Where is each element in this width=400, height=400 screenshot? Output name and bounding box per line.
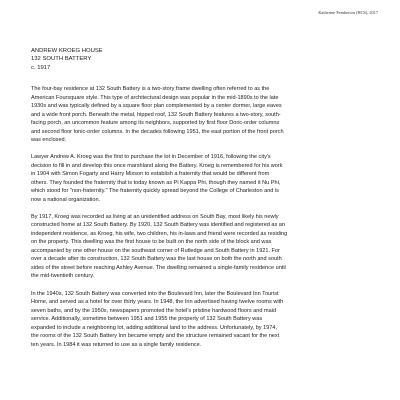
text-line: independent residence, as Kroeg, his wife, two children, his in-laws and friend were recorded as residing bbox=[31, 230, 288, 237]
text-line: and second floor Ionic-order columns. In the decades following 1951, the east portion of the front porch bbox=[31, 128, 284, 135]
running-header: Katherine Pemberton (HCS), 2017 bbox=[318, 10, 378, 15]
text-line: on the property. This dwelling was the first house to be built on the north side of the block and was bbox=[31, 239, 272, 246]
text-line: ten years. In 1984 it was returned to use as a single family residence. bbox=[31, 341, 202, 348]
text-line: Home, and served as a hotel for over thirty years. In 1948, the Inn advertised having twelve rooms with bbox=[31, 299, 284, 305]
house-name: ANDREW KROEG HOUSE bbox=[31, 48, 103, 54]
text-line: By 1917, Kroeg was recorded as living at an unidentified address on South Bay, most likely his newly bbox=[31, 213, 279, 220]
text-line: others. They founded the fraternity that is today known as Pi Kappa Phi, though they named it Nu Phi, bbox=[31, 179, 281, 186]
paragraph-1917 bbox=[31, 213, 367, 281]
text-line: the mid-twentieth century. bbox=[31, 273, 95, 280]
paragraph-kroeg bbox=[31, 153, 367, 204]
text-line: The four-bay residence at 132 South Battery is a two-story frame dwelling often referred to as the bbox=[31, 86, 270, 93]
text-line: facing porch, an uncommon feature among its neighbors, supported by first floor Doric-order columns bbox=[31, 120, 280, 127]
text-line: expanded to include a neighboring lot, adding additional land to the address. Unfortunately, by 1974, bbox=[31, 324, 277, 331]
text-line: over a decade after its construction, 132 South Battery was the last house on both the north and south bbox=[31, 256, 282, 263]
text-line: constructed home at 132 South Battery. By 1920, 132 South Battery was identified and registered as an bbox=[31, 222, 285, 229]
text-line: and a wide front porch. Beneath the metal, hipped roof, 132 South Battery features a two-story, south- bbox=[31, 111, 281, 118]
text-line: Lawyer Andrew A. Kroeg was the first to purchase the lot in December of 1916, following the city's bbox=[31, 154, 271, 161]
text-line: which stood for "non-fraternity." The fraternity quickly spread beyond the College of Charleston and is bbox=[31, 188, 279, 195]
text-line: service. Additionally, sometime between 1951 and 1955 the property of 132 South Battery was bbox=[31, 316, 263, 322]
text-line: In the 1940s, 132 South Battery was converted into the Boulevard Inn, later the Boulevard Inn Tourist bbox=[31, 290, 279, 297]
text-line: seven baths, and by the 1950s, newspapers promoted the hotel's pristine hardwood floors and maid bbox=[31, 307, 276, 314]
text-line: American Foursquare style. This type of architectural design was popular in the mid-1890s to the late bbox=[31, 94, 279, 101]
text-line: 1930s and was typically defined by a square floor plan complemented by a center dormer, large eaves bbox=[31, 103, 282, 110]
text-line: sides of the street before reaching Ashley Avenue. The dwelling remained a single-family residence until bbox=[31, 264, 286, 271]
text-line: now a national organization. bbox=[31, 196, 101, 203]
house-address: 132 SOUTH BATTERY bbox=[31, 56, 92, 63]
title-block bbox=[31, 47, 367, 72]
text-line: decision to fill in and develop this once marshland along the Battery. Kroeg is remembered for his work bbox=[31, 162, 283, 169]
text-line: was enclosed. bbox=[31, 137, 67, 144]
text-line: the rooms of the 132 South Battery Inn became empty and the structure remained vacant for the next bbox=[31, 333, 280, 339]
house-date: c. 1917 bbox=[31, 64, 51, 71]
text-line: in 1904 with Simon Fogarty and Harry Mixson to establish a fraternity that would be different from bbox=[31, 171, 270, 178]
paragraph-architecture bbox=[31, 85, 367, 145]
text-line: accompanied by one other house on the southeast corner of Rutledge and South Battery in 1921. For bbox=[31, 247, 280, 254]
document-body bbox=[31, 47, 367, 358]
paragraph-1940s bbox=[31, 290, 367, 350]
